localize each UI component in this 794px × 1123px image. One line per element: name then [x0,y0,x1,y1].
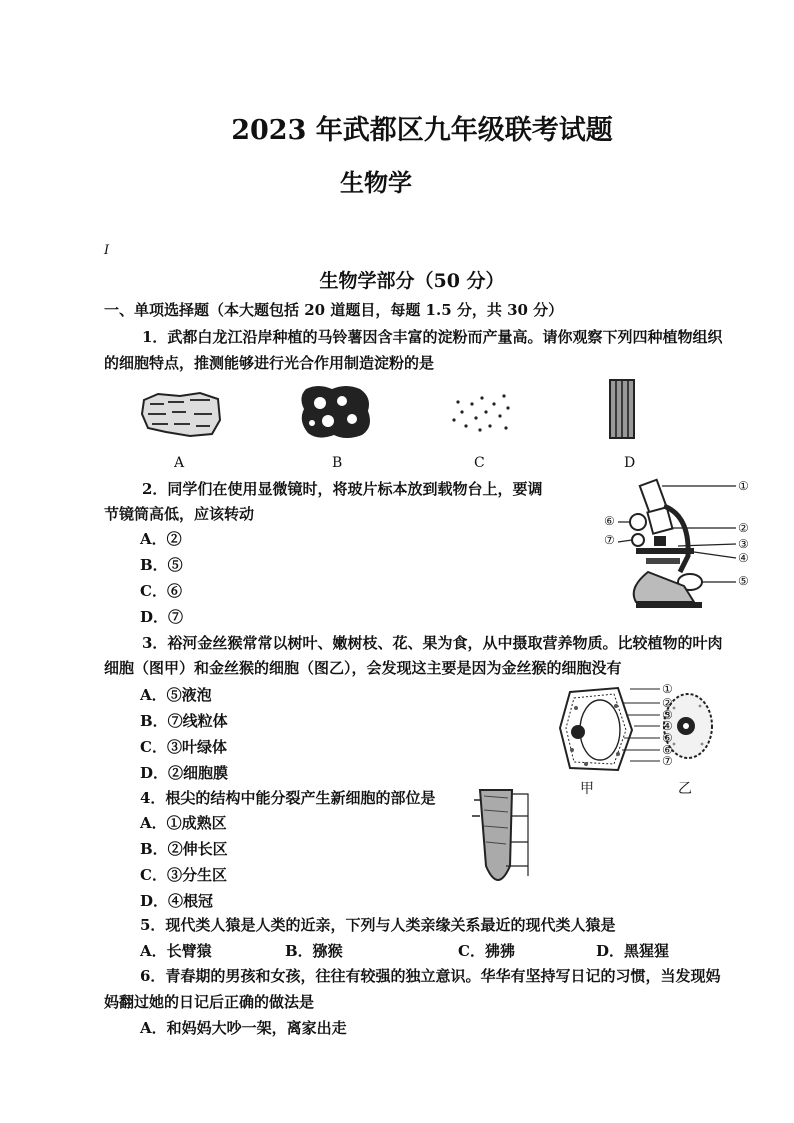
microscope-label-7: ⑦ [604,533,615,547]
cell-label-6: ⑥ [662,743,673,757]
exam-title: 2023 年武都区九年级联考试题 [231,115,613,146]
microscope-label-5: ⑤ [738,574,749,588]
q1-label-c: C [474,455,485,471]
q6-line1: 6．青春期的男孩和女孩，往往有较强的独立意识。华华有坚持写日记的习惯，当发现妈 [140,967,721,985]
cell-label-7: ⑦ [662,754,673,768]
q2-option-d: D．⑦ [140,608,184,626]
q1-figure-c-tissue [448,390,512,434]
caption-right: 乙 [678,781,692,797]
q5-line1: 5．现代类人猿是人类的近亲，下列与人类亲缘关系最近的现代类人猿是 [140,916,616,934]
cell-label-3: ③ [662,708,673,722]
q4-option-a: A．①成熟区 [140,814,227,832]
q2-option-a: A．② [140,530,182,548]
q5-option-c: C．狒狒 [458,942,515,960]
q3-option-d: D．②细胞膜 [140,764,229,782]
q1-figure-b-tissue [298,383,374,441]
q1-line2: 的细胞特点，推测能够进行光合作用制造淀粉的是 [104,354,435,372]
part-heading: 一、单项选择题（本大题包括 20 道题目，每题 1.5 分，共 30 分） [104,301,564,319]
subject-title: 生物学 [340,168,412,197]
q1-label-a: A [174,455,185,471]
q1-figure-d-tissue [608,378,636,440]
microscope-label-1: ① [738,479,749,493]
q3-line2: 细胞（图甲）和金丝猴的细胞（图乙），会发现这主要是因为金丝猴的细胞没有 [104,659,622,677]
root-tip-figure [470,786,534,898]
q1-label-b: B [332,455,343,471]
q2-option-c: C．⑥ [140,582,182,600]
microscope-figure [598,476,758,612]
q6-option-a: A．和妈妈大吵一架，离家出走 [140,1019,347,1037]
cell-label-2: ② [662,696,673,710]
microscope-label-6: ⑥ [604,514,615,528]
q6-line2: 妈翻过她的日记后正确的做法是 [104,993,315,1011]
margin-mark: I [104,243,110,258]
q3-line1: 3．裕河金丝猴常常以树叶、嫩树枝、花、果为食，从中摄取营养物质。比较植物的叶肉 [142,634,723,652]
q5-option-b: B．猕猴 [285,942,343,960]
section-title: 生物学部分（50 分） [319,270,505,292]
q3-option-a: A．⑤液泡 [140,686,212,704]
q1-label-d: D [624,455,636,471]
microscope-label-3: ③ [738,537,749,551]
q4-line1: 4．根尖的结构中能分裂产生新细胞的部位是 [140,789,436,807]
cell-label-4: ④ [662,719,673,733]
q1-line1: 1．武都白龙江沿岸种植的马铃薯因含丰富的淀粉而产量高。请你观察下列四种植物组织 [142,328,723,346]
cell-label-5: ⑤ [662,731,673,745]
cell-label-1: ① [662,682,673,696]
q2-option-b: B．⑤ [140,556,183,574]
q2-line1: 2．同学们在使用显微镜时，将玻片标本放到载物台上，要调 [142,480,543,498]
q4-option-c: C．③分生区 [140,866,227,884]
q3-option-b: B．⑦线粒体 [140,712,228,730]
microscope-label-2: ② [738,521,749,535]
q5-option-d: D．黑猩猩 [596,942,670,960]
q1-figure-a-tissue [140,390,222,440]
microscope-label-4: ④ [738,551,749,565]
q5-option-a: A．长臂猿 [140,942,212,960]
q2-line2: 节镜筒高低，应该转动 [104,505,255,523]
caption-left: 甲 [580,781,594,797]
q4-option-b: B．②伸长区 [140,840,228,858]
q4-option-d: D．④根冠 [140,892,214,910]
q3-option-c: C．③叶绿体 [140,738,227,756]
